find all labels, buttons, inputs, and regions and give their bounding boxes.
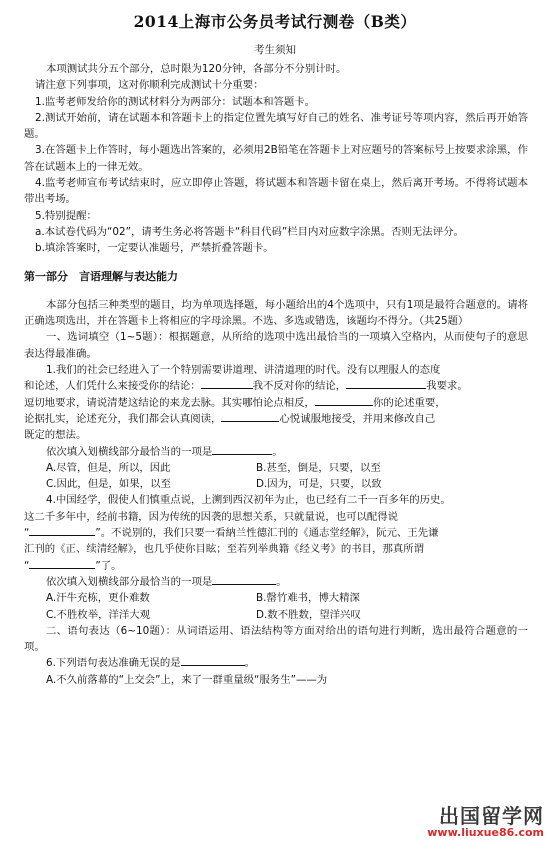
question-6-stem: [24, 655, 528, 671]
answer-blank: [212, 574, 276, 585]
question-1-options-row: [24, 460, 528, 476]
question-text: ”。不说别的，我们只要一看納兰性德汇刊的《通志堂经解》，阮元、王先谦: [95, 527, 439, 540]
notice-item: 2.测试开始前，请在试题本和答题卡上的指定位置先填写好自己的姓名、准考证号等项内容，然后再开始答题。: [24, 111, 528, 141]
question-4-line: 这二千多年中，经前书籍，因为传统的因袭的思想关系，只就量说，也可以配得说: [24, 510, 399, 523]
question-1-options-row: [24, 476, 528, 492]
notice-item: a.本试卷代码为“02”，请考生务必将答题卡“科目代码”栏目内对应数字涂黑。否则无法评分。: [35, 225, 464, 238]
question-1-ask: [24, 444, 528, 460]
question-text: 论据扎实，论述充分，我们都会认真阅读，: [24, 412, 222, 425]
question-text: 心悦诚服地接受，并用来修改自己: [279, 412, 436, 425]
question-text: 我要求。: [426, 380, 468, 393]
notice-item: 5.特别提醒：: [35, 209, 97, 222]
section-intro: 本部分包括三种类型的题目，均为单项选择题，每小题给出的4个选项中，只有1项是最符合题意的。请将正确选项选出，并在答题卡上将相应的字母涂黑。不选、多选或错选，该题均不得分。（共25题）: [24, 298, 528, 328]
notice-item: b.填涂答案时，一定要认准题号，严禁折叠答题卡。: [35, 242, 274, 255]
notice-item: 4.监考老师宣布考试结束时，应立即停止答题，将试题本和答题卡留在桌上，然后离开考场。不得将试题本带出考场。: [24, 177, 528, 206]
page-title: 2014上海市公务员考试行测卷（B类）: [133, 12, 417, 31]
watermark-logo-text: 出国留学网: [439, 804, 544, 828]
question-text: 依次填入划横线部分最恰当的一项是: [46, 575, 213, 588]
option-b: B.甚至，倒是，只要，以至: [256, 461, 381, 474]
question-text: 我不反对你的结论，: [252, 380, 347, 393]
question-text: 依次填入划横线部分最恰当的一项是: [46, 445, 213, 458]
question-1-line: [24, 395, 528, 411]
question-4-options-row: [24, 607, 528, 623]
option-a: A.汗牛充栋，更仆难数: [46, 592, 150, 605]
question-text: 。: [276, 575, 287, 588]
notice-paragraph: 请注意下列事项，这对你顺利完成测试十分重要：: [35, 79, 264, 92]
option-a: A.尽管，但是，所以，因此: [46, 461, 171, 474]
option-d: D.数不胜数，望洋兴叹: [256, 608, 361, 621]
answer-blank: [29, 525, 95, 536]
question-text: ”了。: [95, 559, 122, 572]
question-6-option-a: A.不久前落幕的“上交会”上，来了一群重量级“服务生”——为: [46, 673, 328, 686]
answer-blank: [315, 395, 373, 406]
answer-blank: [181, 655, 245, 666]
option-c: C.因此，但是，如果，以至: [46, 478, 171, 491]
option-c: C.不胜枚举，洋洋大观: [46, 608, 151, 621]
part-instructions: 二、语句表达（6~10题）：从词语运用、语法结构等方面对给出的语句进行判断，选出最符合题意的一项。: [24, 624, 528, 654]
notice-item: 1.监考老师发给你的测试材料分为两部分：试题本和答题卡。: [35, 95, 316, 108]
question-text: “: [24, 559, 30, 572]
question-1-line: 既定的想法。: [24, 429, 87, 442]
question-text: 。: [272, 445, 283, 458]
question-4-line: 4.中国经学，假使人们慎重点说，上溯到西汉初年为止，也已经有二千一百多年的历史。: [46, 494, 451, 507]
watermark-url: www.liuxue86.com: [427, 826, 544, 839]
question-text: “: [24, 527, 30, 540]
option-b: B.罄竹难书，博大精深: [256, 592, 360, 605]
question-4-line: [24, 558, 528, 574]
question-text: 你的论述重要，: [372, 396, 446, 409]
question-1-line: [24, 411, 528, 427]
notice-paragraph: 本项测试共分五个部分，总时限为120分钟，各部分不分别计时。: [46, 63, 347, 75]
site-watermark: [404, 805, 544, 845]
section-title: 第一部分 言语理解与表达能力: [24, 269, 178, 283]
question-1-line: 1.我们的社会已经进入了一个特别需要讲道理、讲清道理的时代。没有以理服人的态度: [46, 364, 441, 377]
question-4-line: 汇刊的《正、续清经解》，也几乎使你目眩；至若列举典籍《经义考》的书目，那真所谓: [24, 543, 425, 556]
answer-blank: [29, 558, 95, 569]
answer-blank: [201, 378, 253, 389]
question-text: 6.下列语句表达准确无误的是: [46, 657, 181, 670]
answer-blank: [212, 444, 272, 455]
question-text: 。: [244, 657, 255, 670]
answer-blank: [346, 378, 426, 389]
notice-heading: 考生须知: [254, 44, 296, 56]
question-4-options-row: [24, 590, 528, 606]
question-text: 逗切地要求，请说清楚这结论的来龙去脉。其实哪怕论点相反，: [24, 396, 315, 409]
document-body: [24, 61, 528, 688]
part-instructions: 一、选词填空（1~5题）：根据题意，从所给的选项中选出最恰当的一项填入空格内，从而使句子的意思表达得最准确。: [24, 331, 528, 360]
question-4-line: [24, 525, 528, 541]
answer-blank: [221, 411, 279, 422]
question-4-ask: [24, 574, 528, 590]
question-text: 和论述，人们凭什么来接受你的结论：: [24, 380, 201, 393]
notice-item: 3.在答题卡上作答时，每小题选出答案的，必须用2B铅笔在答题卡上对应题号的答案标号上按要求涂黑，作答在试题本上的一律无效。: [24, 144, 528, 173]
question-1-line: [24, 378, 528, 394]
option-d: D.因为，可是，只要，以致: [256, 478, 382, 491]
